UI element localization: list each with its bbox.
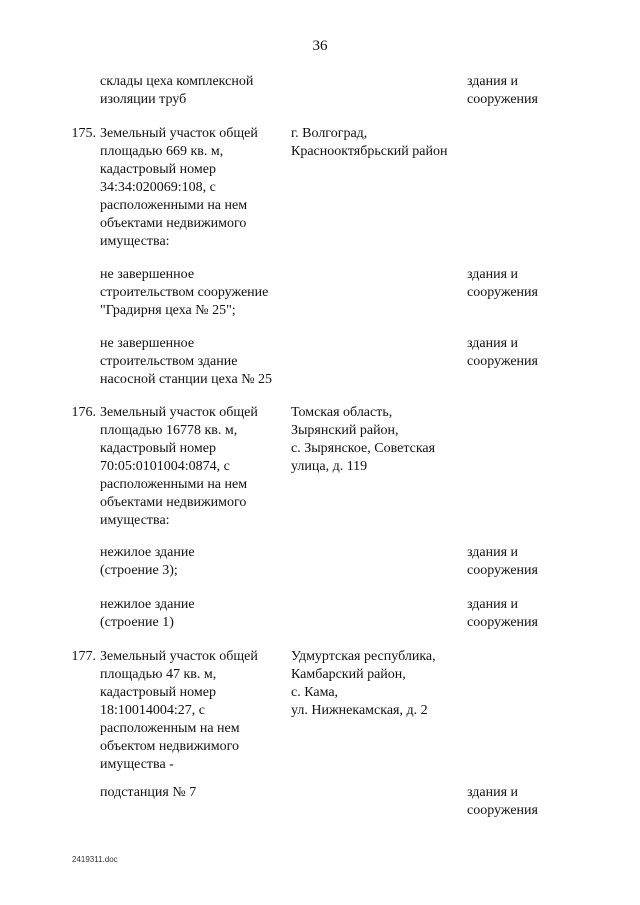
page-number: 36	[312, 38, 328, 54]
item-number: 175.	[71, 126, 96, 141]
item-category: здания и сооружения	[467, 74, 538, 107]
item-description: не завершенное строительством сооружение "Градирня цеха № 25";	[100, 267, 269, 318]
document-filename: 2419311.doc	[72, 855, 118, 864]
item-address: Томская область, Зырянский район, с. Зырянское, Советская улица, д. 119	[291, 405, 436, 474]
item-description: Земельный участок общей площадью 47 кв. м, кадастровый номер 18:10014004:27, с расположенным на нем объектом недвижимого имущества -	[100, 649, 258, 772]
item-description: нежилое здание (строение 1)	[100, 597, 195, 630]
item-category: здания и сооружения	[467, 545, 538, 578]
item-description: не завершенное строительством здание насосной станции цеха № 25	[100, 336, 273, 387]
item-number: 176.	[71, 405, 96, 420]
item-address: г. Волгоград, Краснооктябрьский район	[291, 126, 448, 159]
item-address: Удмуртская республика, Камбарский район, с. Кама, ул. Нижнекамская, д. 2	[291, 649, 436, 718]
item-category: здания и сооружения	[467, 336, 538, 369]
item-description: Земельный участок общей площадью 669 кв. м, кадастровый номер 34:34:020069:108, с расположенными на нем объектами недвижимого имущества:	[100, 126, 258, 249]
item-description: подстанция № 7	[100, 785, 197, 800]
item-description: нежилое здание (строение 3);	[100, 545, 195, 578]
item-description: склады цеха комплексной изоляции труб	[100, 74, 254, 107]
item-category: здания и сооружения	[467, 597, 538, 630]
item-category: здания и сооружения	[467, 267, 538, 300]
item-number: 177.	[71, 649, 96, 664]
item-description: Земельный участок общей площадью 16778 кв. м, кадастровый номер 70:05:0101004:0874, с расположенными на нем объектами недвижимого имущества:	[100, 405, 258, 528]
item-category: здания и сооружения	[467, 785, 538, 818]
